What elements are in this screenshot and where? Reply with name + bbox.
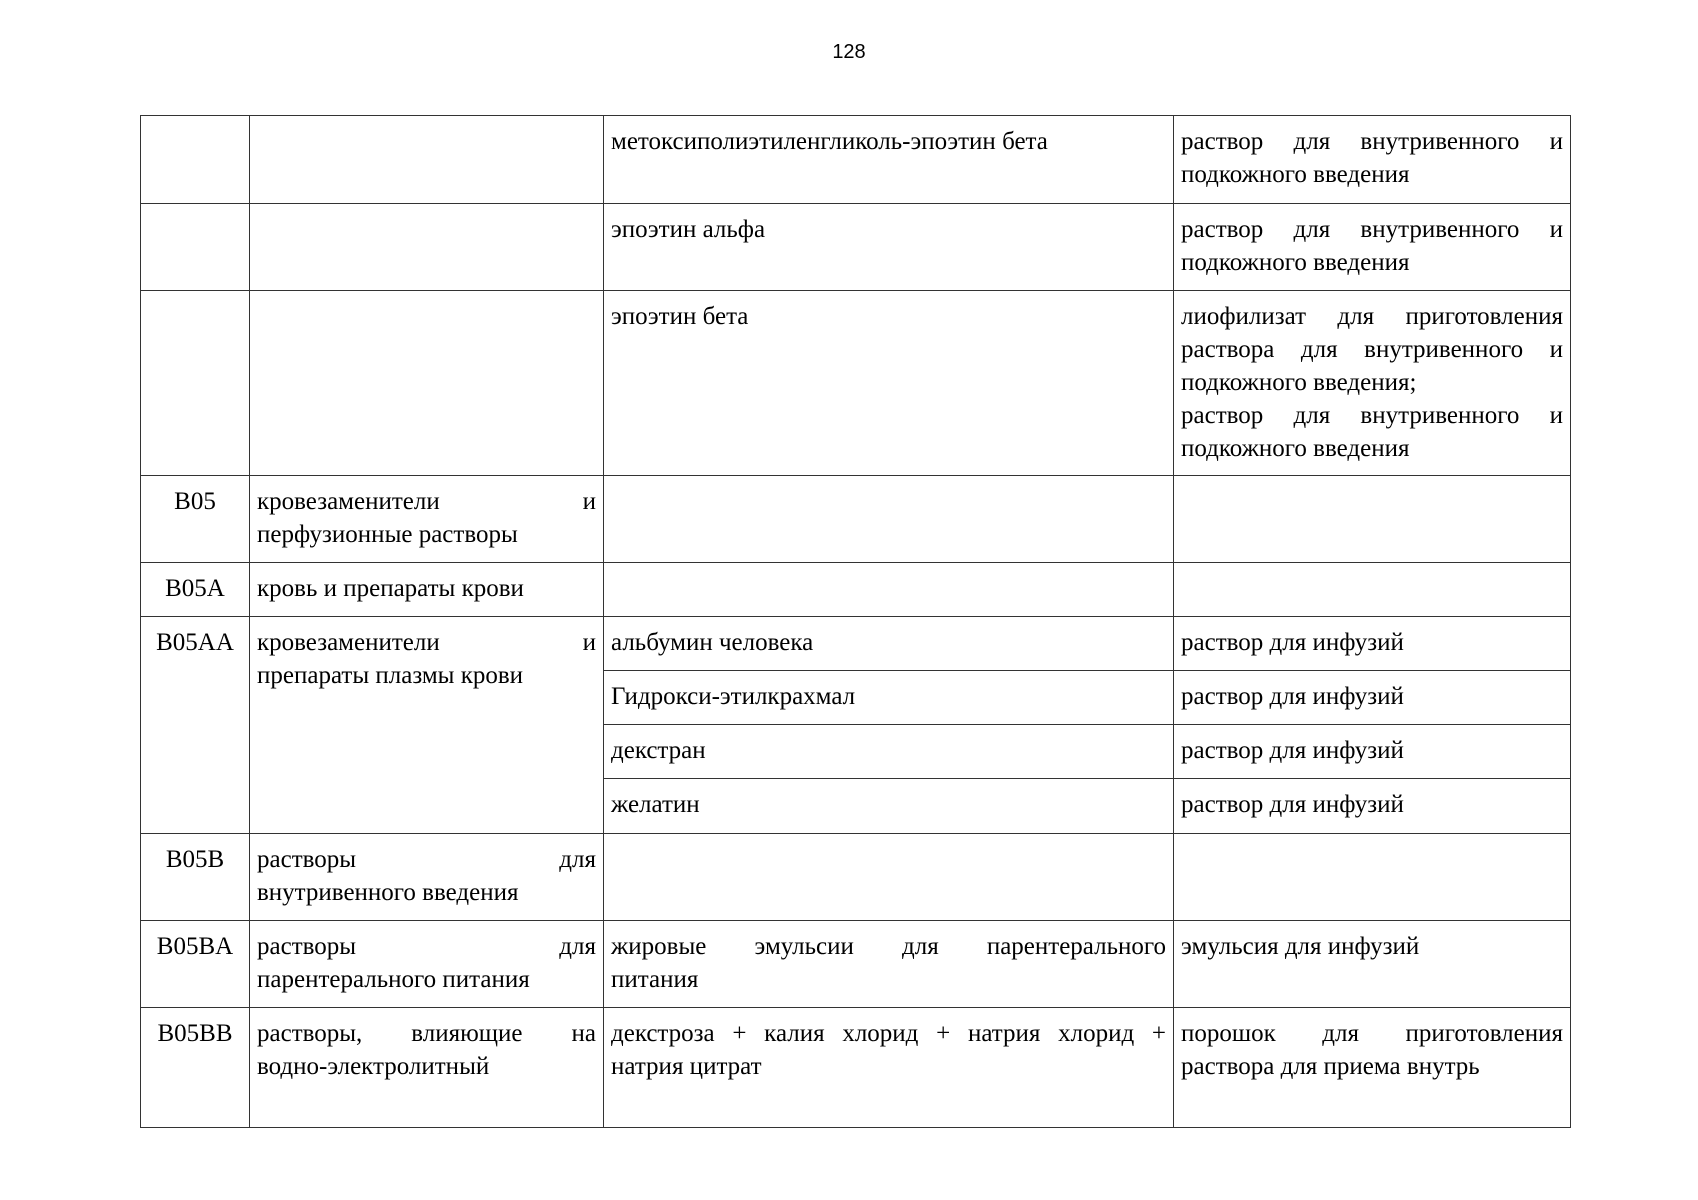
form-line: подкожного введения; <box>1181 369 1417 396</box>
group-line: растворы, влияющие на <box>257 1020 596 1047</box>
group-cell <box>250 617 604 834</box>
page-number: 128 <box>832 41 866 63</box>
drug-line: жировые эмульсии для парентерального <box>611 933 1166 960</box>
drug-line: натрия цитрат <box>611 1053 762 1080</box>
drug-cell: Гидрокси-этилкрахмал <box>604 671 1174 725</box>
drug-line: декстроза + калия хлорид + натрия хлорид + <box>611 1020 1166 1047</box>
drug-line: питания <box>611 966 699 993</box>
form-line: порошок для приготовления <box>1181 1020 1563 1047</box>
group-line: растворы для <box>257 846 596 873</box>
atc-code-cell: B05AA <box>141 617 250 834</box>
form-cell <box>1174 1008 1571 1128</box>
group-line: парентерального питания <box>257 966 530 993</box>
table-row <box>141 291 1571 476</box>
form-cell: раствор для инфузий <box>1174 671 1571 725</box>
atc-code-cell: B05BA <box>141 921 250 1008</box>
drug-cell <box>604 921 1174 1008</box>
form-line: раствора для приема внутрь <box>1181 1053 1480 1080</box>
form-cell <box>1174 563 1571 617</box>
form-line: подкожного введения <box>1181 249 1410 276</box>
drug-cell: альбумин человека <box>604 617 1174 671</box>
form-line: раствор для внутривенного и <box>1181 128 1563 155</box>
atc-code-cell: B05B <box>141 834 250 921</box>
form-line: раствор для внутривенного и <box>1181 402 1563 429</box>
form-cell: эмульсия для инфузий <box>1174 921 1571 1008</box>
group-line: препараты плазмы крови <box>257 662 524 689</box>
group-cell <box>250 476 604 563</box>
form-cell: раствор для инфузий <box>1174 617 1571 671</box>
table-row <box>141 921 1571 1008</box>
drug-table <box>140 115 1571 1128</box>
group-cell <box>250 921 604 1008</box>
group-line: кровезаменители и <box>257 488 596 515</box>
atc-code-cell <box>141 291 250 476</box>
group-cell <box>250 834 604 921</box>
drug-cell: эпоэтин альфа <box>604 204 1174 291</box>
table-row <box>141 834 1571 921</box>
group-line: перфузионные растворы <box>257 521 518 548</box>
group-line: кровезаменители и <box>257 629 596 656</box>
group-line: внутривенного введения <box>257 879 519 906</box>
atc-code-cell: B05A <box>141 563 250 617</box>
form-line: подкожного введения <box>1181 435 1410 462</box>
table-row <box>141 563 1571 617</box>
atc-code-cell: B05BB <box>141 1008 250 1128</box>
form-cell: раствор для инфузий <box>1174 779 1571 834</box>
table-row <box>141 617 1571 671</box>
form-cell <box>1174 291 1571 476</box>
table-row <box>141 204 1571 291</box>
group-cell <box>250 204 604 291</box>
group-cell <box>250 1008 604 1128</box>
table-row <box>141 1008 1571 1128</box>
drug-cell: желатин <box>604 779 1174 834</box>
drug-cell: декстран <box>604 725 1174 779</box>
atc-code-cell <box>141 204 250 291</box>
form-line: раствор для внутривенного и <box>1181 216 1563 243</box>
form-cell: раствор для инфузий <box>1174 725 1571 779</box>
group-cell <box>250 291 604 476</box>
drug-cell: эпоэтин бета <box>604 291 1174 476</box>
form-cell <box>1174 834 1571 921</box>
table-row <box>141 116 1571 204</box>
form-line: лиофилизат для приготовления <box>1181 303 1563 330</box>
group-line: водно-электролитный <box>257 1053 490 1080</box>
drug-cell <box>604 834 1174 921</box>
drug-cell <box>604 1008 1174 1128</box>
form-cell <box>1174 476 1571 563</box>
atc-code-cell <box>141 116 250 204</box>
drug-cell <box>604 476 1174 563</box>
form-line: раствора для внутривенного и <box>1181 336 1563 363</box>
atc-code-cell: B05 <box>141 476 250 563</box>
group-line: растворы для <box>257 933 596 960</box>
drug-cell <box>604 563 1174 617</box>
drug-cell: метоксиполиэтиленгликоль-эпоэтин бета <box>604 116 1174 204</box>
group-cell <box>250 116 604 204</box>
form-cell <box>1174 116 1571 204</box>
table-row <box>141 476 1571 563</box>
group-cell: кровь и препараты крови <box>250 563 604 617</box>
form-line: подкожного введения <box>1181 161 1410 188</box>
form-cell <box>1174 204 1571 291</box>
